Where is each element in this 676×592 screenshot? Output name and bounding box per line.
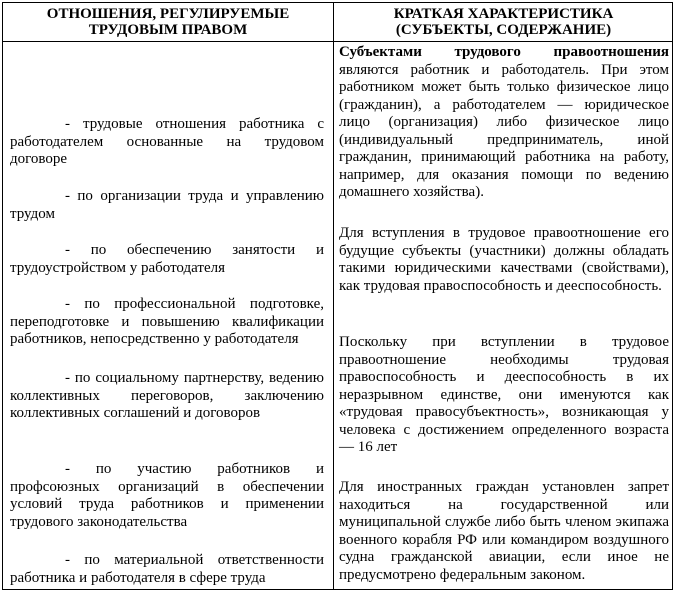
relation-item-union-participation: - по участию работников и профсоюзных организаций в обеспечении условий труда работников и применении трудового законодательства: [10, 461, 324, 530]
header-relations: ОТНОШЕНИЯ, РЕГУЛИРУЕМЫЕ ТРУДОВЫМ ПРАВОМ: [46, 6, 290, 38]
relation-item-training: - по профессиональной подготовке, переподготовке и повышению квалификации работников, непосредственно у работодателя: [10, 296, 324, 347]
relation-item-employment-contract: - трудовые отношения работника с работодателем основанные на трудовом договоре: [10, 116, 324, 167]
relation-item-employment: - по обеспечению занятости и трудоустройством у работодателя: [10, 242, 324, 276]
relation-item-social-partnership: - по социальному партнерству, ведению коллективных переговоров, заключению коллективных соглашений и договоров: [10, 370, 324, 421]
labor-law-table: [2, 2, 673, 590]
paragraph-foreign-citizens: Для иностранных граждан установлен запрет находиться на государственной или муниципальной службе либо быть членом экипажа военного корабля РФ или командиром воздушного судна гражданской авиации, если иное не предусмотрено федеральным законом.: [339, 479, 669, 583]
header-divider-left: [3, 41, 333, 42]
paragraph-legal-personality: Поскольку при вступлении в трудовое правоотношение необходимы трудовая правоспособность и дееспособность в их неразрывном единстве, они именуются как «трудовая правосубъектность», возникающая у человека с достижением определенного возраста — 16 лет: [339, 334, 669, 455]
column-divider: [333, 3, 334, 589]
paragraph-subjects-text: являются работник и работодатель. При этом работником может быть только физическое лицо (гражданин), а работодателем — юридическое лицо (организация) либо физическое лицо (индивидуальный предприниматель, иной гражданин, принимающий работника на работу, например, для оказания помощи по ведению домашнего хозяйства).: [339, 61, 669, 200]
paragraph-subjects-bold: Субъектами трудового правоотношения: [339, 44, 669, 60]
paragraph-subjects: [339, 44, 669, 202]
relation-item-labor-organization: - по организации труда и управлению трудом: [10, 188, 324, 222]
paragraph-capacity: Для вступления в трудовое правоотношение его будущие субъекты (участники) должны обладать такими юридическими качествами (свойствами), как трудовая правоспособность и дееспособность.: [339, 225, 669, 294]
header-characteristics: КРАТКАЯ ХАРАКТЕРИСТИКА (СУБЪЕКТЫ, СОДЕРЖАНИЕ): [393, 6, 614, 38]
header-divider-right: [334, 41, 673, 42]
relation-item-liability: - по материальной ответственности работника и работодателя в сфере труда: [10, 552, 324, 586]
